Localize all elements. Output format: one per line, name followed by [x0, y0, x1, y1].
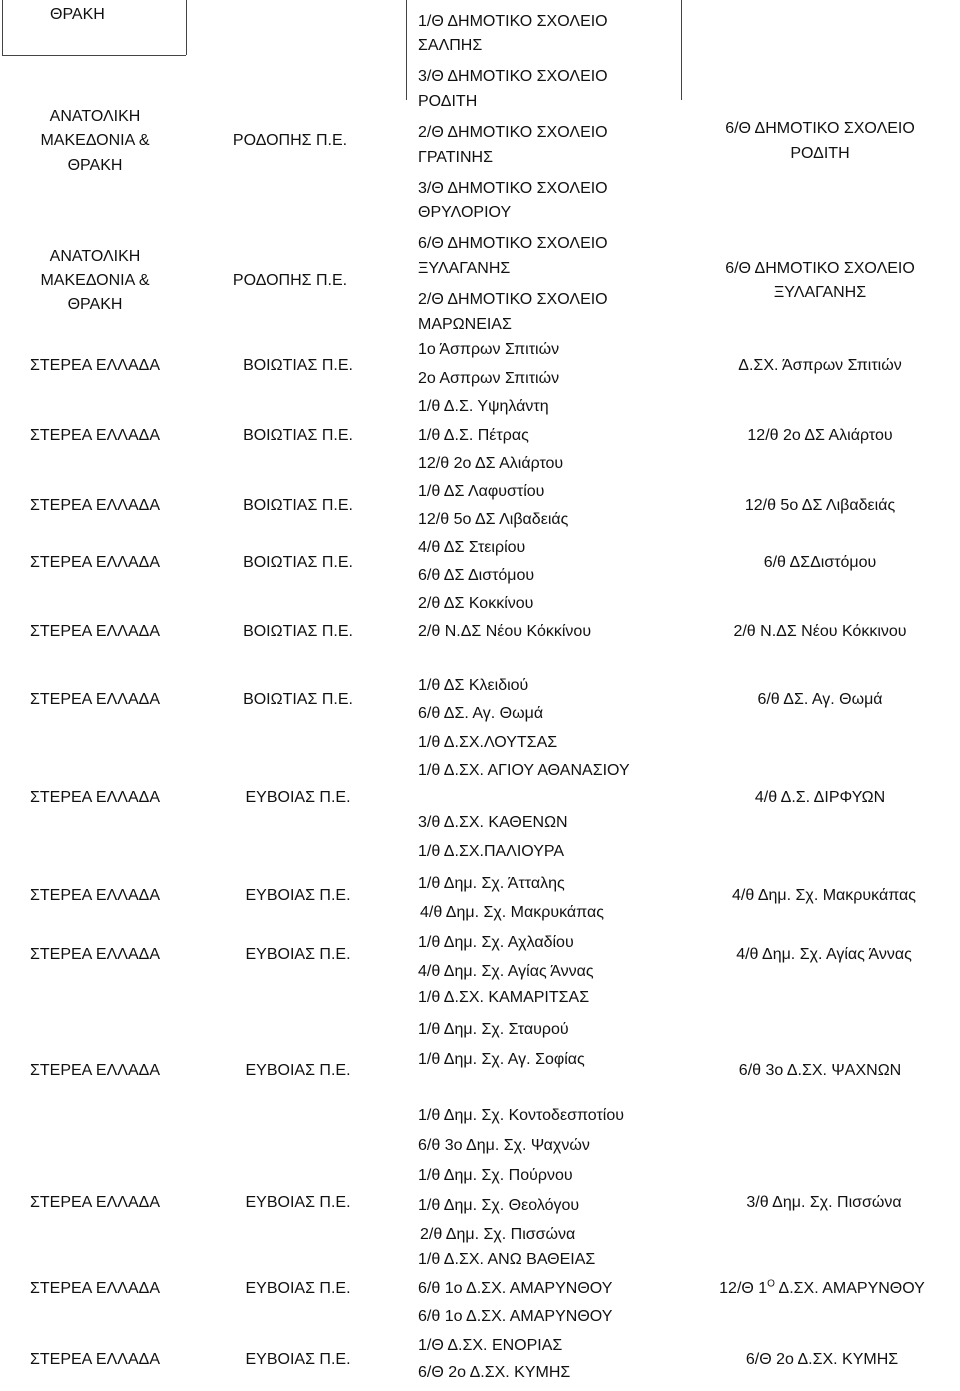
school-line: 6/θ 3ο Δημ. Σχ. Ψαχνών	[418, 1137, 590, 1154]
directorate-cell: ΒΟΙΩΤΙΑΣ Π.Ε.	[243, 623, 353, 640]
school-line: 3/Θ ΔΗΜΟΤΙΚΟ ΣΧΟΛΕΙΟ	[418, 180, 608, 197]
directorate-cell: ΡΟΔΟΠΗΣ Π.Ε.	[232, 132, 348, 149]
region-cell: ΣΤΕΡΕΑ ΕΛΛΑΔΑ	[30, 497, 160, 514]
directorate-cell: ΒΟΙΩΤΙΑΣ Π.Ε.	[243, 554, 353, 571]
school-line: 1/Θ ΔΗΜΟΤΙΚΟ ΣΧΟΛΕΙΟ	[418, 13, 608, 30]
target-school-part: 12/Θ 1	[719, 1280, 768, 1297]
region-cell-line: ΘΡΑΚΗ	[67, 296, 123, 313]
region-cell-line: ΜΑΚΕΔΟΝΙΑ &	[40, 132, 150, 149]
school-line: 6/θ ΔΣ Διστόμου	[418, 567, 535, 584]
target-school: 6/Θ 2ο Δ.ΣΧ. ΚΥΜΗΣ	[745, 1351, 899, 1368]
target-school: 12/θ 2ο ΔΣ Αλιάρτου	[747, 427, 893, 444]
target-school: 6/θ ΔΣ. Αγ. Θωμά	[757, 691, 883, 708]
school-line: 4/θ ΔΣ Στειρίου	[418, 539, 526, 556]
school-line: 1/θ Δημ. Σχ. Κοντοδεσποτίου	[418, 1107, 624, 1124]
school-line: 2/θ Ν.ΔΣ Νέου Κόκκίνου	[418, 623, 592, 640]
school-line: ΜΑΡΩΝΕΙΑΣ	[418, 316, 512, 333]
target-school: 4/θ Δημ. Σχ. Αγίας Άννας	[736, 946, 912, 963]
region-cell: ΣΤΕΡΕΑ ΕΛΛΑΔΑ	[30, 1194, 160, 1211]
region-cell: ΣΤΕΡΕΑ ΕΛΛΑΔΑ	[30, 887, 160, 904]
directorate-cell: ΒΟΙΩΤΙΑΣ Π.Ε.	[243, 691, 353, 708]
school-line: 1ο Άσπρων Σπιτιών	[418, 341, 560, 358]
school-line: 1/θ Δ.ΣΧ.ΛΟΥΤΣΑΣ	[418, 734, 558, 751]
table-border	[681, 0, 682, 100]
directorate-cell: ΕΥΒΟΙΑΣ Π.Ε.	[245, 1280, 351, 1297]
school-line: 1/θ ΔΣ Λαφυστίου	[418, 483, 545, 500]
region-cell: ΣΤΕΡΕΑ ΕΛΛΑΔΑ	[30, 1062, 160, 1079]
school-line: 1/θ Δ.ΣΧ. ΑΓΙΟΥ ΑΘΑΝΑΣΙΟΥ	[418, 762, 630, 779]
school-line: 1/θ Δ.ΣΧ. ΑΝΩ ΒΑΘΕΙΑΣ	[418, 1251, 596, 1268]
region-cell: ΣΤΕΡΕΑ ΕΛΛΑΔΑ	[30, 1280, 160, 1297]
region-cell: ΣΤΕΡΕΑ ΕΛΛΑΔΑ	[30, 789, 160, 806]
directorate-cell: ΒΟΙΩΤΙΑΣ Π.Ε.	[243, 497, 353, 514]
school-line: 6/Θ 2ο Δ.ΣΧ. ΚΥΜΗΣ	[418, 1364, 571, 1381]
school-line: 1/θ Δημ. Σχ. Σταυρού	[418, 1021, 569, 1038]
directorate-cell: ΕΥΒΟΙΑΣ Π.Ε.	[245, 789, 351, 806]
target-school-line: 6/Θ ΔΗΜΟΤΙΚΟ ΣΧΟΛΕΙΟ	[725, 120, 915, 137]
school-line: 1/θ Δ.Σ. Πέτρας	[418, 427, 529, 444]
region-cell-line: ΑΝΑΤΟΛΙΚΗ	[49, 108, 141, 125]
target-school: 6/θ 3ο Δ.ΣΧ. ΨΑΧΝΩΝ	[738, 1062, 902, 1079]
directorate-cell: ΡΟΔΟΠΗΣ Π.Ε.	[232, 272, 348, 289]
ordinal-superscript: Ο	[767, 1278, 775, 1290]
school-line: 2ο Ασπρων Σπιτιών	[418, 370, 560, 387]
directorate-cell: ΕΥΒΟΙΑΣ Π.Ε.	[245, 1062, 351, 1079]
school-line: ΣΑΛΠΗΣ	[418, 37, 483, 54]
directorate-cell: ΕΥΒΟΙΑΣ Π.Ε.	[245, 1194, 351, 1211]
target-school: Δ.ΣΧ. Άσπρων Σπιτιών	[738, 357, 902, 374]
school-line: 2/Θ ΔΗΜΟΤΙΚΟ ΣΧΟΛΕΙΟ	[418, 124, 608, 141]
region-cell: ΣΤΕΡΕΑ ΕΛΛΑΔΑ	[30, 357, 160, 374]
region-cell-line: ΜΑΚΕΔΟΝΙΑ &	[40, 272, 150, 289]
school-line: 1/θ Δημ. Σχ. Θεολόγου	[418, 1197, 580, 1214]
school-line: 12/θ 5ο ΔΣ Λιβαδειάς	[418, 511, 569, 528]
table-border	[2, 55, 186, 56]
school-line: 1/Θ Δ.ΣΧ. ΕΝΟΡΙΑΣ	[418, 1337, 563, 1354]
target-school: 6/θ ΔΣΔιστόμου	[763, 554, 877, 571]
directorate-cell: ΕΥΒΟΙΑΣ Π.Ε.	[245, 1351, 351, 1368]
region-cell: ΣΤΕΡΕΑ ΕΛΛΑΔΑ	[30, 623, 160, 640]
school-line: 1/θ Δ.ΣΧ. ΚΑΜΑΡΙΤΣΑΣ	[418, 989, 590, 1006]
school-line: 4/θ Δημ. Σχ. Μακρυκάπας	[420, 904, 604, 921]
school-line: 2/Θ ΔΗΜΟΤΙΚΟ ΣΧΟΛΕΙΟ	[418, 291, 608, 308]
school-line: 1/θ Δημ. Σχ. Πούρνου	[418, 1167, 573, 1184]
school-line: 1/θ Δημ. Σχ. Αγ. Σοφίας	[418, 1051, 585, 1068]
school-line: 2/θ ΔΣ Κοκκίνου	[418, 595, 534, 612]
region-cell: ΣΤΕΡΕΑ ΕΛΛΑΔΑ	[30, 691, 160, 708]
school-line: 4/θ Δημ. Σχ. Αγίας Άννας	[418, 963, 594, 980]
target-school-line: ΡΟΔΙΤΗ	[790, 145, 850, 162]
school-line: 1/θ Δ.ΣΧ.ΠΑΛΙΟΥΡΑ	[418, 843, 565, 860]
target-school: 3/θ Δημ. Σχ. Πισσώνα	[746, 1194, 902, 1211]
target-school-part: Δ.ΣΧ. ΑΜΑΡΥΝΘΟΥ	[774, 1280, 925, 1297]
school-line: 3/θ Δ.ΣΧ. ΚΑΘΕΝΩΝ	[418, 814, 568, 831]
table-border	[406, 0, 407, 100]
target-school: 4/θ Δημ. Σχ. Μακρυκάπας	[732, 887, 916, 904]
target-school: 2/θ Ν.ΔΣ Νέου Κόκκινου	[733, 623, 907, 640]
target-school-line: ΞΥΛΑΓΑΝΗΣ	[773, 284, 867, 301]
region-cell: ΘΡΑΚΗ	[50, 6, 105, 23]
region-cell: ΣΤΕΡΕΑ ΕΛΛΑΔΑ	[30, 1351, 160, 1368]
directorate-cell: ΒΟΙΩΤΙΑΣ Π.Ε.	[243, 357, 353, 374]
school-line: 1/θ ΔΣ Κλειδιού	[418, 677, 529, 694]
region-cell-line: ΘΡΑΚΗ	[67, 157, 123, 174]
region-cell-line: ΑΝΑΤΟΛΙΚΗ	[49, 248, 141, 265]
directorate-cell: ΕΥΒΟΙΑΣ Π.Ε.	[245, 946, 351, 963]
region-cell: ΣΤΕΡΕΑ ΕΛΛΑΔΑ	[30, 946, 160, 963]
directorate-cell: ΒΟΙΩΤΙΑΣ Π.Ε.	[243, 427, 353, 444]
school-line: ΞΥΛΑΓΑΝΗΣ	[418, 260, 511, 277]
school-line: ΡΟΔΙΤΗ	[418, 93, 478, 110]
school-line: 1/θ Δημ. Σχ. Αχλαδίου	[418, 934, 574, 951]
target-school	[719, 1280, 925, 1298]
table-border	[186, 0, 187, 55]
school-line: 2/θ Δημ. Σχ. Πισσώνα	[420, 1226, 576, 1243]
school-line: 1/θ Δ.Σ. Υψηλάντη	[418, 398, 549, 415]
table-border	[2, 0, 3, 55]
school-line: 6/θ ΔΣ. Αγ. Θωμά	[418, 705, 544, 722]
school-line: 12/θ 2ο ΔΣ Αλιάρτου	[418, 455, 564, 472]
school-line: ΘΡΥΛΟΡΙΟΥ	[418, 204, 512, 221]
region-cell: ΣΤΕΡΕΑ ΕΛΛΑΔΑ	[30, 427, 160, 444]
school-line: ΓΡΑΤΙΝΗΣ	[418, 149, 493, 166]
target-school-line: 6/Θ ΔΗΜΟΤΙΚΟ ΣΧΟΛΕΙΟ	[725, 260, 915, 277]
school-line: 6/θ 1ο Δ.ΣΧ. ΑΜΑΡΥΝΘΟΥ	[418, 1280, 613, 1297]
school-line: 6/θ 1ο Δ.ΣΧ. ΑΜΑΡΥΝΘΟΥ	[418, 1308, 613, 1325]
target-school: 4/θ Δ.Σ. ΔΙΡΦΥΩΝ	[754, 789, 886, 806]
school-line: 6/Θ ΔΗΜΟΤΙΚΟ ΣΧΟΛΕΙΟ	[418, 235, 608, 252]
directorate-cell: ΕΥΒΟΙΑΣ Π.Ε.	[245, 887, 351, 904]
region-cell: ΣΤΕΡΕΑ ΕΛΛΑΔΑ	[30, 554, 160, 571]
school-line: 3/Θ ΔΗΜΟΤΙΚΟ ΣΧΟΛΕΙΟ	[418, 68, 608, 85]
school-line: 1/θ Δημ. Σχ. Άτταλης	[418, 875, 565, 892]
target-school: 12/θ 5ο ΔΣ Λιβαδειάς	[744, 497, 896, 514]
